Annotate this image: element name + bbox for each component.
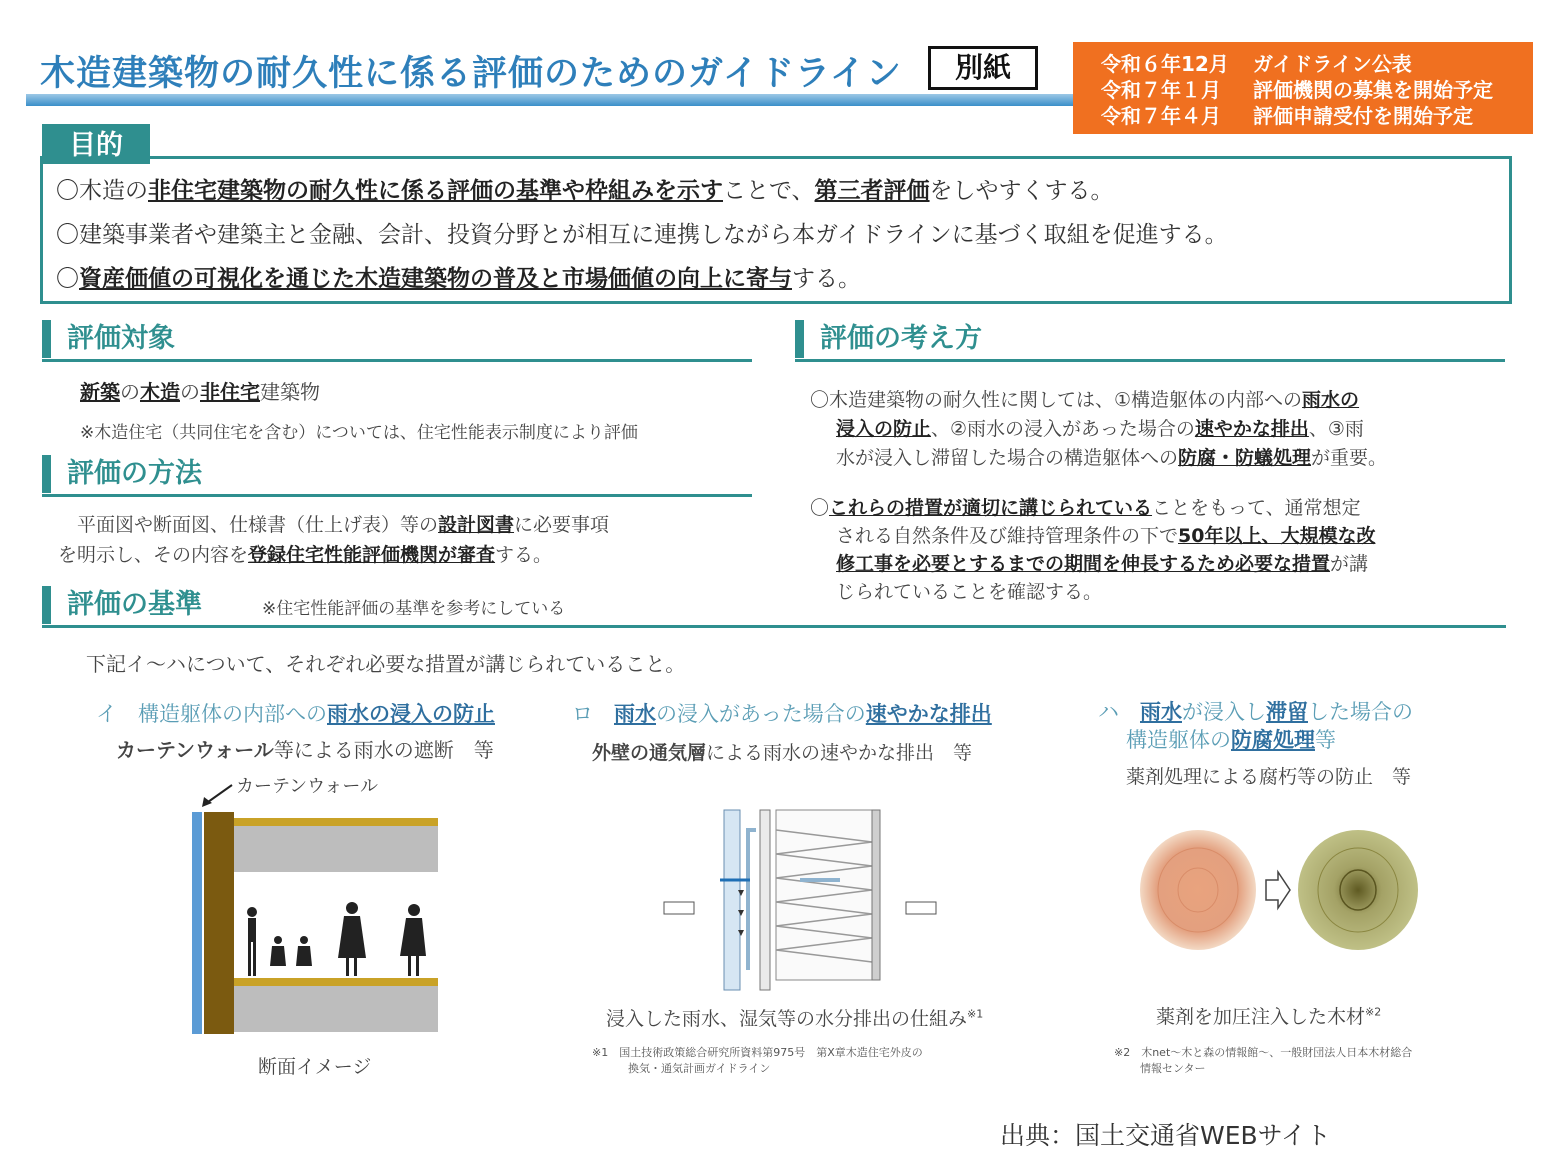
purpose-line-2: 〇建築事業者や建築主と金融、会計、投資分野とが相互に連携しながら本ガイドラインに基づく取組を促進する。 xyxy=(56,222,1228,248)
title-underline xyxy=(26,94,1076,106)
schedule-box xyxy=(1073,42,1533,134)
target-note: ※木造住宅（共同住宅を含む）については、住宅性能表示制度により評価 xyxy=(80,423,638,443)
concept-p2-line-4: じられていることを確認する。 xyxy=(836,581,1103,603)
method-line-2: を明示し、その内容を登録住宅性能評価機関が審査する。 xyxy=(58,544,553,566)
criteria-note: ※住宅性能評価の基準を参考にしている xyxy=(262,599,566,619)
treated-wood-figure xyxy=(1130,820,1430,960)
panel-ha-footnote-1: ※2 木net～木と森の情報館～、一般財団法人日本木材総合 xyxy=(1114,1046,1413,1059)
panel-ro-image-caption: 浸入した雨水、湿気等の水分排出の仕組み$^{※1}$ xyxy=(606,1007,984,1030)
divider xyxy=(42,625,1506,628)
divider xyxy=(42,359,752,362)
panel-ro-footnote-2: 換気・通気計画ガイドライン xyxy=(628,1062,771,1075)
criteria-heading: 評価の基準 xyxy=(42,586,202,624)
schedule-row: 令和７年４月 評価申請受付を開始予定 xyxy=(1101,104,1473,128)
purpose-line-3: 〇資産価値の可視化を通じた木造建築物の普及と市場価値の向上に寄与する。 xyxy=(56,266,861,292)
divider xyxy=(42,494,752,497)
panel-ro-caption: ロ 雨水の浸入があった場合の速やかな排出 xyxy=(572,702,992,726)
panel-i-image-caption: 断面イメージ xyxy=(258,1056,372,1078)
ventilation-layer-figure xyxy=(640,770,980,998)
concept-p2-line-2: される自然条件及び維持管理条件の下で50年以上、大規模な改 xyxy=(836,525,1376,547)
panel-ro-desc: 外壁の通気層による雨水の速やかな排出 等 xyxy=(592,742,973,764)
target-heading: 評価対象 xyxy=(42,320,175,358)
panel-ha-image-caption: 薬剤を加圧注入した木材$^{※2}$ xyxy=(1156,1005,1382,1028)
panel-ha-caption-2: 構造躯体の防腐処理等 xyxy=(1126,728,1336,752)
curtain-wall-section-figure xyxy=(186,780,448,1042)
purpose-line-1: 〇木造の非住宅建築物の耐久性に係る評価の基準や枠組みを示すことで、第三者評価をしやすくする。 xyxy=(56,178,1114,204)
purpose-heading: 目的 xyxy=(42,124,150,164)
source-credit: 出典：国土交通省WEBサイト xyxy=(1000,1121,1331,1150)
panel-ha-caption-1: ハ 雨水が浸入し滞留した場合の xyxy=(1098,700,1413,724)
target-main: 新築の木造の非住宅建築物 xyxy=(80,380,320,404)
schedule-row: 令和７年１月 評価機関の募集を開始予定 xyxy=(1101,78,1493,102)
page-title: 木造建築物の耐久性に係る評価のためのガイドライン xyxy=(40,54,902,94)
panel-ha-desc: 薬剤処理による腐朽等の防止 等 xyxy=(1126,766,1412,788)
concept-p2-line-3: 修工事を必要とするまでの期間を伸長するため必要な措置が講 xyxy=(836,553,1369,575)
panel-ha-footnote-2: 情報センター xyxy=(1140,1062,1206,1075)
attachment-tag: 別紙 xyxy=(928,46,1038,90)
concept-p1-line-2: 浸入の防止、②雨水の浸入があった場合の速やかな排出、③雨 xyxy=(836,418,1364,440)
panel-i-desc: カーテンウォール等による雨水の遮断 等 xyxy=(116,738,494,762)
panel-i-caption: イ 構造躯体の内部への雨水の浸入の防止 xyxy=(96,702,495,726)
panel-ro-footnote-1: ※1 国土技術政策総合研究所資料第975号 第Ⅹ章木造住宅外皮の xyxy=(592,1046,923,1059)
schedule-row: 令和６年12月 ガイドライン公表 xyxy=(1101,52,1412,76)
concept-p1-line-3: 水が浸入し滞留した場合の構造躯体への防腐・防蟻処理が重要。 xyxy=(836,447,1388,469)
divider xyxy=(795,359,1505,362)
curtain-wall-label: カーテンウォール xyxy=(236,776,379,797)
concept-p1-line-1: 〇木造建築物の耐久性に関しては、①構造躯体の内部への雨水の xyxy=(810,389,1360,411)
concept-heading: 評価の考え方 xyxy=(795,320,982,358)
method-heading: 評価の方法 xyxy=(42,455,202,493)
concept-p2-line-1: 〇これらの措置が適切に講じられていることをもって、通常想定 xyxy=(810,497,1361,519)
method-line-1: 平面図や断面図、仕様書（仕上げ表）等の設計図書に必要事項 xyxy=(58,514,610,536)
criteria-intro: 下記イ～ハについて、それぞれ必要な措置が講じられていること。 xyxy=(86,652,686,676)
